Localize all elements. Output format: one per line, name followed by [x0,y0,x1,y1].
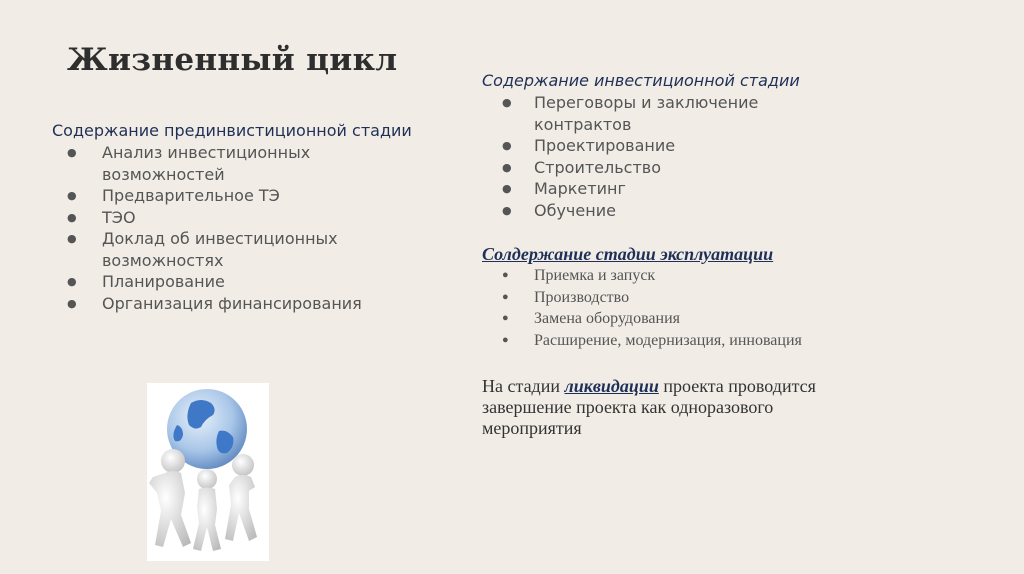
list-item: ● Проектирование [482,135,842,157]
liquidation-emphasis: ликвидации [564,376,659,396]
investment-heading: Содержание инвестиционной стадии [482,71,800,90]
liquidation-paragraph [482,376,842,439]
list-item: ● Строительство [482,157,842,179]
globe-people-image [147,383,269,561]
list-item: ● Организация финансирования [52,293,412,315]
list-item: ● Производство [482,287,842,309]
slide-title: Жизненный цикл [67,42,398,78]
list-item: ● ТЭО [52,207,412,229]
operation-list [482,265,842,351]
list-item: ● Предварительное ТЭ [52,185,412,207]
right-column [482,70,842,439]
list-item: ● Обучение [482,200,842,222]
list-item: ● Переговоры и заключение контрактов [482,92,842,135]
pre-investment-heading: Содержание прединвистиционной стадии [52,121,412,140]
pre-investment-section [52,120,412,314]
list-item: ● Доклад об инвестиционных возможностях [52,228,412,271]
globe-people-illustration [147,383,269,561]
liquidation-prefix: На стадии [482,376,565,396]
list-item: ● Планирование [52,271,412,293]
investment-list [482,92,842,221]
list-item: ● Маркетинг [482,178,842,200]
operation-heading: Солдержание стадии эксплуатации [482,244,774,264]
list-item: ● Приемка и запуск [482,265,842,287]
list-item: ● Расширение, модернизация, инновация [482,330,842,352]
list-item: ● Замена оборудования [482,308,842,330]
list-item: ● Анализ инвестиционных возможностей [52,142,412,185]
pre-investment-list [52,142,412,314]
liquidation-suffix: проекта проводится завершение проекта как одноразового мероприятия [482,376,816,438]
